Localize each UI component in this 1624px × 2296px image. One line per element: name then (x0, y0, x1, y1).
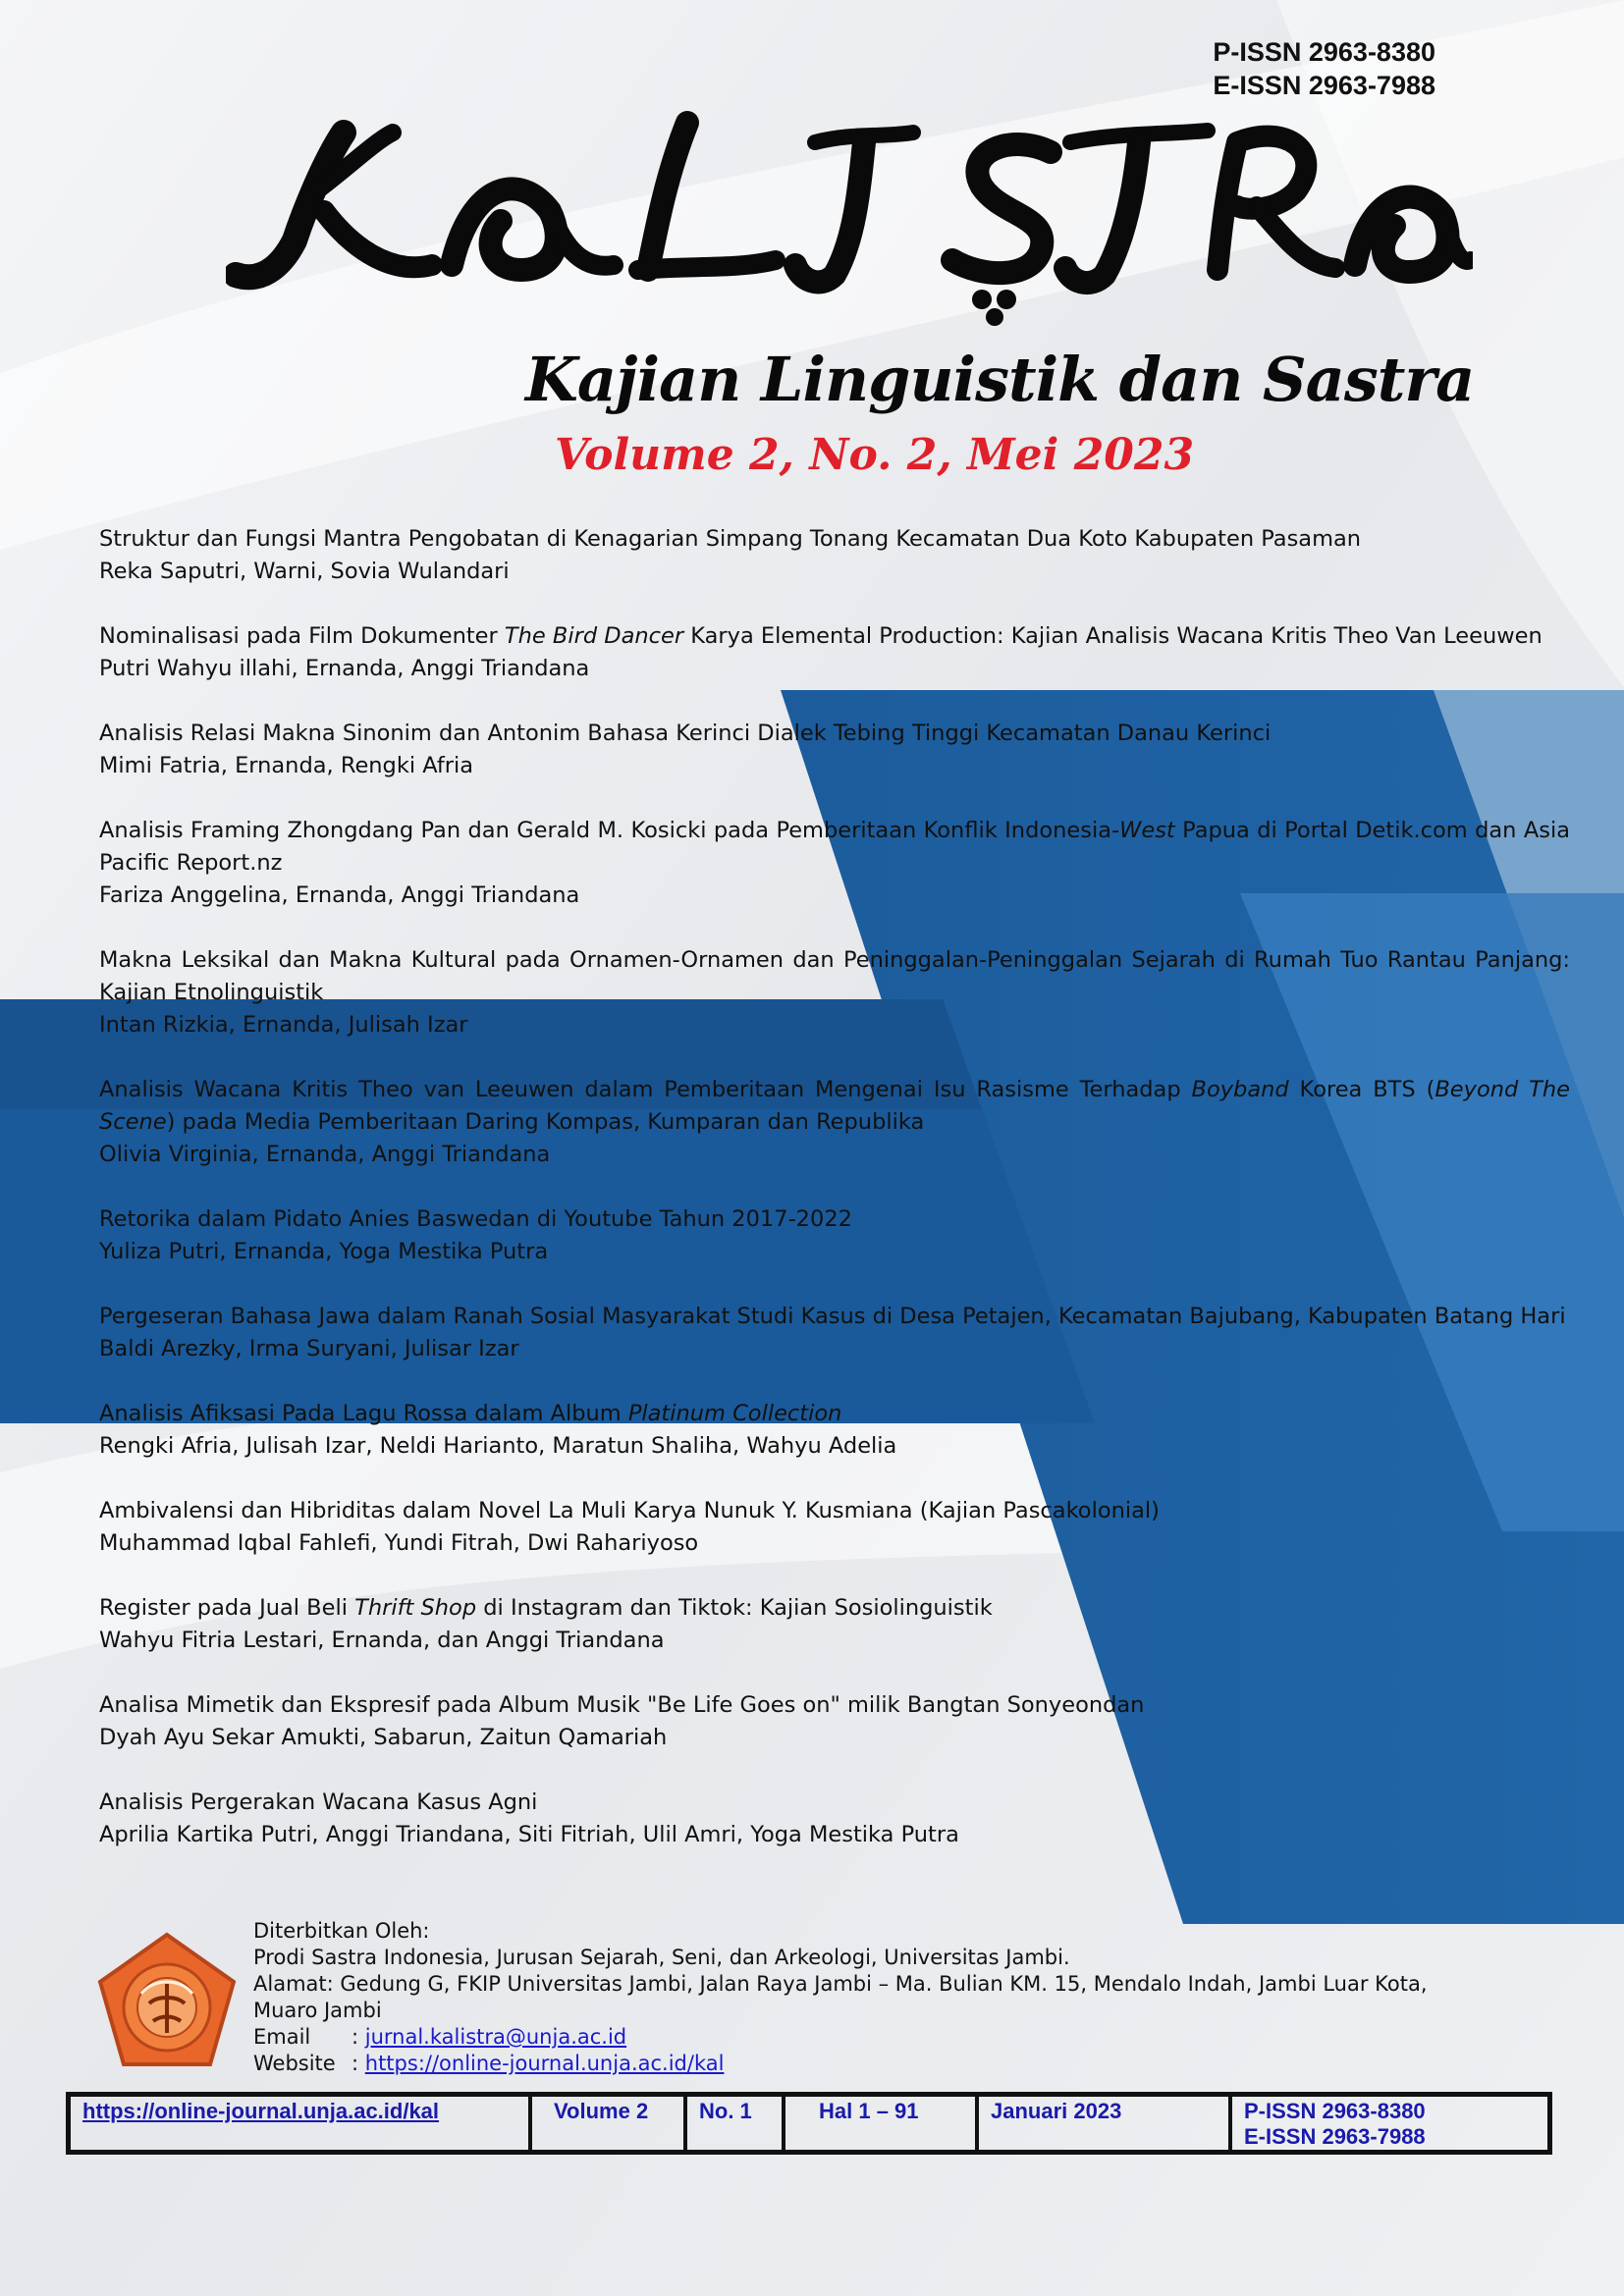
email-row (253, 2024, 1461, 2051)
article-authors: Putri Wahyu illahi, Ernanda, Anggi Triandana (99, 656, 590, 681)
article-authors: Dyah Ayu Sekar Amukti, Sabarun, Zaitun Qamariah (99, 1725, 668, 1750)
title-text: Papua di Portal Detik.com dan Asia Pacific Report.nz (99, 818, 1570, 876)
volume-issue-line: Volume 2, No. 2, Mei 2023 (555, 430, 1195, 480)
article-authors: Muhammad Iqbal Fahlefi, Yundi Fitrah, Dwi Rahariyoso (99, 1530, 699, 1556)
title-italic: Beyond The Scene (99, 1077, 1571, 1135)
footer-issn-cell (1232, 2097, 1547, 2150)
article-item (99, 620, 1570, 685)
article-authors: Reka Saputri, Warni, Sovia Wulandari (99, 559, 510, 584)
article-authors: Olivia Virginia, Ernanda, Anggi Triandana (99, 1142, 551, 1167)
publisher-address: Alamat: Gedung G, FKIP Universitas Jambi, Jalan Raya Jambi – Ma. Bulian KM. 15, Mendalo Indah, Jambi Luar Kota, Muaro Jambi (253, 1972, 1428, 2022)
colon-sep: : (352, 2052, 365, 2075)
email-link[interactable]: jurnal.kalistra@unja.ac.id (364, 2025, 627, 2049)
title-italic: Platinum Collection (627, 1401, 842, 1426)
title-text: Analisis Framing Zhongdang Pan dan Gerald M. Kosicki pada Pemberitaan Konflik Indonesia- (99, 818, 1120, 843)
website-link[interactable]: https://online-journal.unja.ac.id/kal (364, 2052, 725, 2075)
article-item (99, 523, 1570, 588)
title-text: di Instagram dan Tiktok: Kajian Sosiolinguistik (476, 1595, 993, 1621)
footer-url-cell (71, 2097, 532, 2150)
issn-block (1213, 35, 1435, 102)
article-title[interactable] (99, 1074, 1570, 1139)
article-title[interactable]: Analisa Mimetik dan Ekspresif pada Album Musik "Be Life Goes on" milik Bangtan Sonyeondan (99, 1692, 1145, 1718)
article-authors: Wahyu Fitria Lestari, Ernanda, dan Anggi Triandana (99, 1628, 665, 1653)
article-item (99, 1787, 1570, 1851)
kalistra-logo (226, 103, 1473, 329)
article-title[interactable] (99, 1592, 1570, 1625)
email-label: Email (253, 2025, 311, 2049)
footer-date-cell: Januari 2023 (979, 2097, 1232, 2150)
article-authors: Yuliza Putri, Ernanda, Yoga Mestika Putra (99, 1239, 549, 1264)
title-text: Nominalisasi pada Film Dokumenter (99, 623, 505, 649)
article-title[interactable]: Analisis Pergerakan Wacana Kasus Agni (99, 1789, 538, 1815)
title-italic: The Bird Dancer (504, 623, 684, 649)
article-title[interactable] (99, 815, 1570, 880)
title-italic: Thrift Shop (354, 1595, 477, 1621)
article-item (99, 1074, 1570, 1171)
article-list (99, 523, 1570, 1884)
footer-issn-print: P-ISSN 2963-8380 (1244, 2099, 1426, 2123)
issn-electronic: E-ISSN 2963-7988 (1213, 71, 1435, 100)
article-title[interactable]: Ambivalensi dan Hibriditas dalam Novel La Muli Karya Nunuk Y. Kusmiana (Kajian Pascakolonial) (99, 1498, 1160, 1523)
article-item (99, 944, 1570, 1041)
website-row (253, 2051, 1461, 2077)
article-authors: Aprilia Kartika Putri, Anggi Triandana, Siti Fitriah, Ulil Amri, Yoga Mestika Putra (99, 1822, 959, 1847)
article-title[interactable]: Pergeseran Bahasa Jawa dalam Ranah Sosial Masyarakat Studi Kasus di Desa Petajen, Kecamatan Bajubang, Kabupaten Batang Hari (99, 1304, 1566, 1329)
article-title[interactable]: Analisis Relasi Makna Sinonim dan Antonim Bahasa Kerinci Dialek Tebing Tinggi Kecamatan Danau Kerinci (99, 721, 1272, 746)
article-item (99, 718, 1570, 782)
article-item (99, 1301, 1570, 1365)
article-authors: Baldi Arezky, Irma Suryani, Julisar Izar (99, 1336, 519, 1362)
title-italic: Boyband (1191, 1077, 1289, 1102)
title-text: Analisis Wacana Kritis Theo van Leeuwen dalam Pemberitaan Mengenai Isu Rasisme Terhadap (99, 1077, 1192, 1102)
title-italic: West (1119, 818, 1175, 843)
publisher-info (253, 1918, 1461, 2077)
article-item (99, 1689, 1570, 1754)
publisher-institution: Prodi Sastra Indonesia, Jurusan Sejarah, Seni, dan Arkeologi, Universitas Jambi. (253, 1946, 1070, 1969)
article-title[interactable]: Retorika dalam Pidato Anies Baswedan di Youtube Tahun 2017-2022 (99, 1206, 852, 1232)
website-label: Website (253, 2052, 336, 2075)
article-item (99, 815, 1570, 912)
article-title[interactable]: Makna Leksikal dan Makna Kultural pada Ornamen-Ornamen dan Peninggalan-Peninggalan Sejarah di Rumah Tuo Rantau Panjang: Kajian Etnolinguistik (99, 947, 1570, 1005)
article-item (99, 1398, 1570, 1463)
footer-volume-cell: Volume 2 (532, 2097, 687, 2150)
title-text: ) pada Media Pemberitaan Daring Kompas, Kumparan dan Republika (166, 1109, 925, 1135)
title-text: Register pada Jual Beli (99, 1595, 355, 1621)
footer-info-table (66, 2092, 1552, 2155)
title-text: Karya Elemental Production: Kajian Analisis Wacana Kritis Theo Van Leeuwen (683, 623, 1543, 649)
article-authors: Intan Rizkia, Ernanda, Julisah Izar (99, 1012, 468, 1038)
footer-pages-cell: Hal 1 – 91 (785, 2097, 979, 2150)
article-item (99, 1592, 1570, 1657)
article-title[interactable] (99, 1398, 1570, 1430)
article-item (99, 1203, 1570, 1268)
article-title[interactable] (99, 620, 1570, 653)
publisher-heading: Diterbitkan Oleh: (253, 1919, 430, 1943)
title-text: Korea BTS ( (1288, 1077, 1435, 1102)
article-item (99, 1495, 1570, 1560)
article-authors: Fariza Anggelina, Ernanda, Anggi Triandana (99, 882, 580, 908)
journal-subtitle: Kajian Linguistik dan Sastra (525, 344, 1475, 415)
title-text: Analisis Afiksasi Pada Lagu Rossa dalam Album (99, 1401, 628, 1426)
issn-print: P-ISSN 2963-8380 (1213, 37, 1435, 67)
university-seal-logo (88, 1927, 245, 2084)
footer-url-link[interactable]: https://online-journal.unja.ac.id/kal (82, 2099, 440, 2123)
footer-number-cell: No. 1 (687, 2097, 785, 2150)
colon-sep: : (352, 2025, 365, 2049)
article-authors: Rengki Afria, Julisah Izar, Neldi Harianto, Maratun Shaliha, Wahyu Adelia (99, 1433, 897, 1459)
article-title[interactable]: Struktur dan Fungsi Mantra Pengobatan di Kenagarian Simpang Tonang Kecamatan Dua Koto Kabupaten Pasaman (99, 526, 1362, 552)
article-authors: Mimi Fatria, Ernanda, Rengki Afria (99, 753, 474, 778)
footer-issn-electronic: E-ISSN 2963-7988 (1244, 2124, 1426, 2149)
